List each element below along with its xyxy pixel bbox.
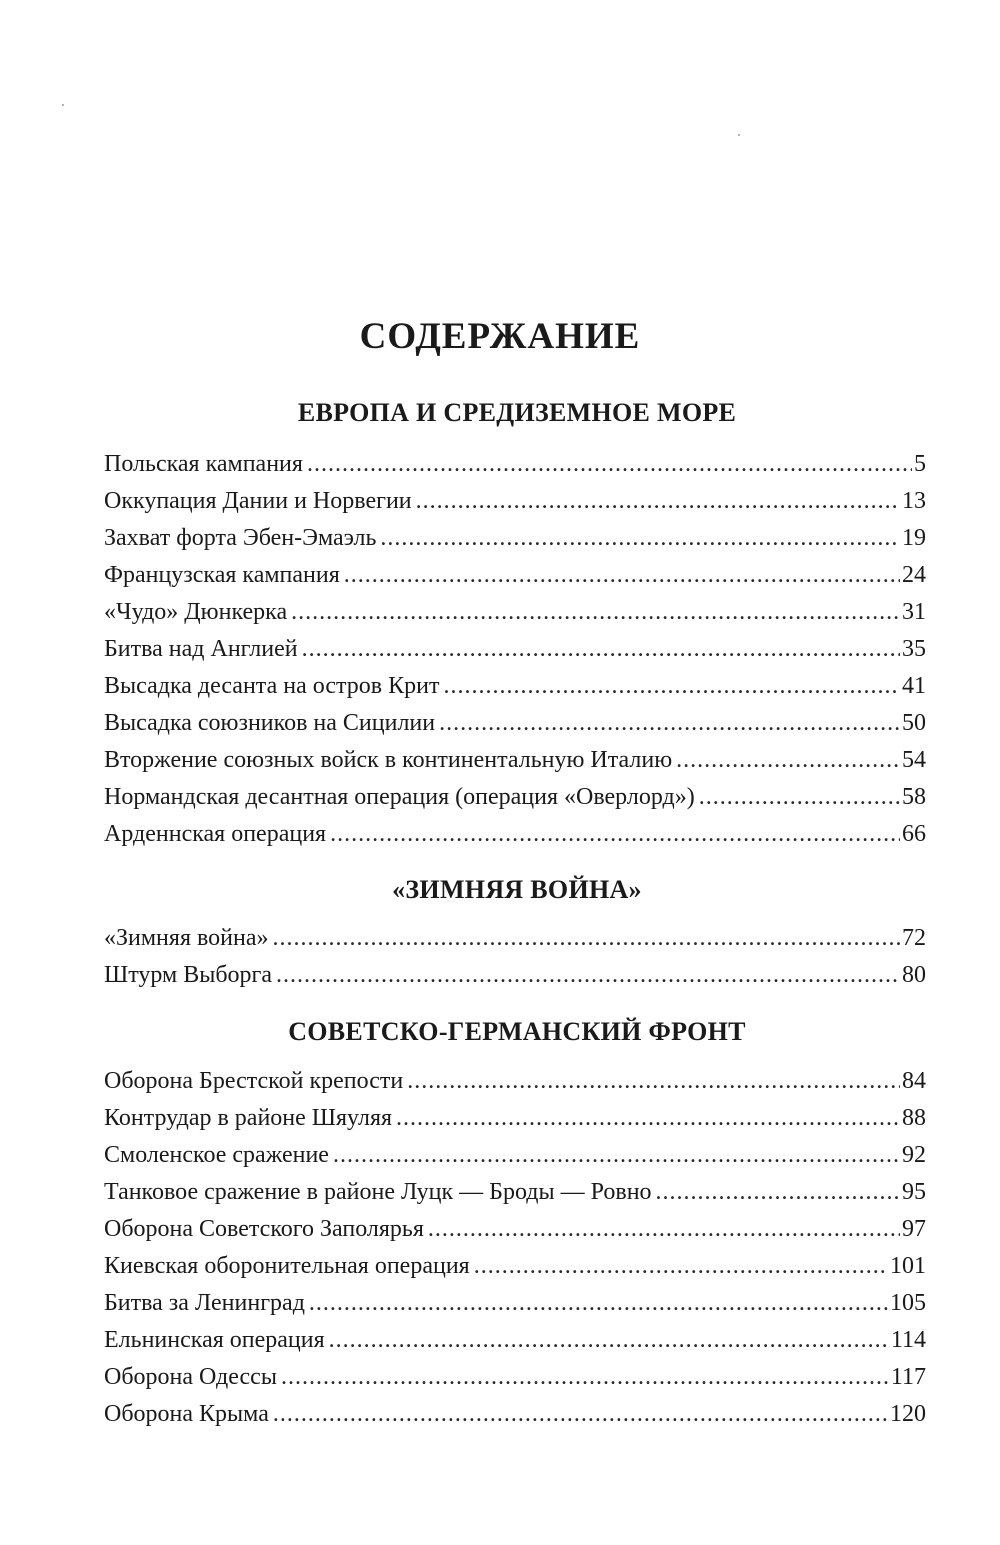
toc-entry-title: Нормандская десантная операция (операция «Оверлорд») xyxy=(104,784,695,810)
dot-leader xyxy=(416,483,900,520)
toc-entry-title: Оккупация Дании и Норвегии xyxy=(104,488,412,514)
toc-entry-title: Высадка союзников на Сицилии xyxy=(104,710,436,736)
toc-entry-title: Ельнинская операция xyxy=(104,1327,325,1353)
toc-entry-page: 80 xyxy=(902,962,926,988)
dot-leader xyxy=(307,446,912,483)
toc-entry xyxy=(104,779,926,816)
toc-entry-title: Оборона Одессы xyxy=(104,1364,277,1390)
toc-entry xyxy=(104,668,926,705)
dot-leader xyxy=(407,1063,900,1100)
toc-entry xyxy=(104,1063,926,1100)
toc-entry-title: Высадка десанта на остров Крит xyxy=(104,673,440,699)
section-heading-winter-war: «ЗИМНЯЯ ВОЙНА» xyxy=(392,875,642,904)
toc-entry xyxy=(104,816,926,853)
toc-entry xyxy=(104,1322,926,1359)
dot-leader xyxy=(428,1211,900,1248)
dot-leader xyxy=(281,1359,889,1396)
toc-entry-title: Оборона Крыма xyxy=(104,1401,269,1427)
toc-entry-page: 114 xyxy=(890,1327,926,1353)
toc-entry-title: Контрудар в районе Шяуляя xyxy=(104,1105,393,1131)
toc-entry-title: Оборона Брестской крепости xyxy=(104,1068,404,1094)
dot-leader xyxy=(380,520,900,557)
toc-entry xyxy=(104,920,926,957)
toc-entry-page: 31 xyxy=(902,599,926,625)
toc-entry xyxy=(104,446,926,483)
toc-entry-title: «Чудо» Дюнкерка xyxy=(104,599,288,625)
toc-entry-title: Вторжение союзных войск в континентальную Италию xyxy=(104,747,673,773)
toc-entry xyxy=(104,1248,926,1285)
toc-entry-page: 101 xyxy=(890,1253,926,1279)
toc-entry-page: 66 xyxy=(902,821,926,847)
toc-entry-title: Танковое сражение в районе Луцк — Броды — Ровно xyxy=(104,1179,652,1205)
dot-leader xyxy=(699,779,900,816)
toc-entry-page: 117 xyxy=(890,1364,926,1390)
toc-entry xyxy=(104,1285,926,1322)
toc-entry-page: 95 xyxy=(902,1179,926,1205)
dot-leader xyxy=(333,1137,900,1174)
scan-speck xyxy=(738,134,740,136)
toc-entry-title: Штурм Выборга xyxy=(104,962,273,988)
toc-entry-page: 41 xyxy=(902,673,926,699)
toc-entry-page: 105 xyxy=(890,1290,926,1316)
toc-entry xyxy=(104,1211,926,1248)
toc-entry-title: Смоленское сражение xyxy=(104,1142,329,1168)
toc-entry-page: 13 xyxy=(902,488,926,514)
dot-leader xyxy=(656,1174,900,1211)
toc-entry xyxy=(104,594,926,631)
dot-leader xyxy=(276,957,900,994)
scan-speck xyxy=(62,104,64,106)
dot-leader xyxy=(330,816,900,853)
toc-entry-page: 24 xyxy=(902,562,926,588)
toc-entry xyxy=(104,742,926,779)
toc-entry-title: Битва за Ленинград xyxy=(104,1290,305,1316)
dot-leader xyxy=(396,1100,900,1137)
toc-entry-title: Захват форта Эбен-Эмаэль xyxy=(104,525,377,551)
toc-entry-page: 120 xyxy=(890,1401,926,1427)
toc-list-winter-war xyxy=(104,920,926,994)
toc-entry xyxy=(104,557,926,594)
toc-entry-title: Французская кампания xyxy=(104,562,340,588)
toc-entry xyxy=(104,1174,926,1211)
toc-entry-page: 92 xyxy=(902,1142,926,1168)
toc-entry-page: 72 xyxy=(902,925,926,951)
toc-entry xyxy=(104,631,926,668)
toc-entry-page: 58 xyxy=(902,784,926,810)
dot-leader xyxy=(309,1285,888,1322)
page-title: СОДЕРЖАНИЕ xyxy=(359,316,641,357)
toc-entry-page: 84 xyxy=(902,1068,926,1094)
toc-entry xyxy=(104,1359,926,1396)
dot-leader xyxy=(676,742,900,779)
toc-entry-title: Арденнская операция xyxy=(104,821,327,847)
dot-leader xyxy=(329,1322,889,1359)
dot-leader xyxy=(272,920,900,957)
toc-entry-page: 35 xyxy=(902,636,926,662)
toc-entry xyxy=(104,1396,926,1433)
toc-list-europe xyxy=(104,446,926,853)
dot-leader xyxy=(439,705,900,742)
dot-leader xyxy=(344,557,900,594)
toc-list-eastern-front xyxy=(104,1063,926,1433)
toc-entry-page: 88 xyxy=(902,1105,926,1131)
toc-entry-title: Оборона Советского Заполярья xyxy=(104,1216,424,1242)
toc-entry-title: «Зимняя война» xyxy=(104,925,269,951)
toc-entry xyxy=(104,1100,926,1137)
toc-entry-page: 50 xyxy=(902,710,926,736)
toc-entry-title: Польская кампания xyxy=(104,451,303,477)
toc-entry xyxy=(104,483,926,520)
toc-entry xyxy=(104,520,926,557)
section-heading-eastern-front: СОВЕТСКО-ГЕРМАНСКИЙ ФРОНТ xyxy=(288,1017,746,1046)
dot-leader xyxy=(474,1248,888,1285)
toc-entry-page: 54 xyxy=(902,747,926,773)
toc-entry-page: 19 xyxy=(902,525,926,551)
dot-leader xyxy=(302,631,900,668)
toc-entry-page: 5 xyxy=(914,451,926,477)
dot-leader xyxy=(291,594,900,631)
toc-entry xyxy=(104,1137,926,1174)
section-heading-europe: ЕВРОПА И СРЕДИЗЕМНОЕ МОРЕ xyxy=(297,398,737,427)
toc-entry-page: 97 xyxy=(902,1216,926,1242)
toc-entry-title: Киевская оборонительная операция xyxy=(104,1253,470,1279)
toc-entry xyxy=(104,705,926,742)
dot-leader xyxy=(273,1396,888,1433)
toc-entry-title: Битва над Англией xyxy=(104,636,298,662)
toc-entry xyxy=(104,957,926,994)
dot-leader xyxy=(443,668,900,705)
